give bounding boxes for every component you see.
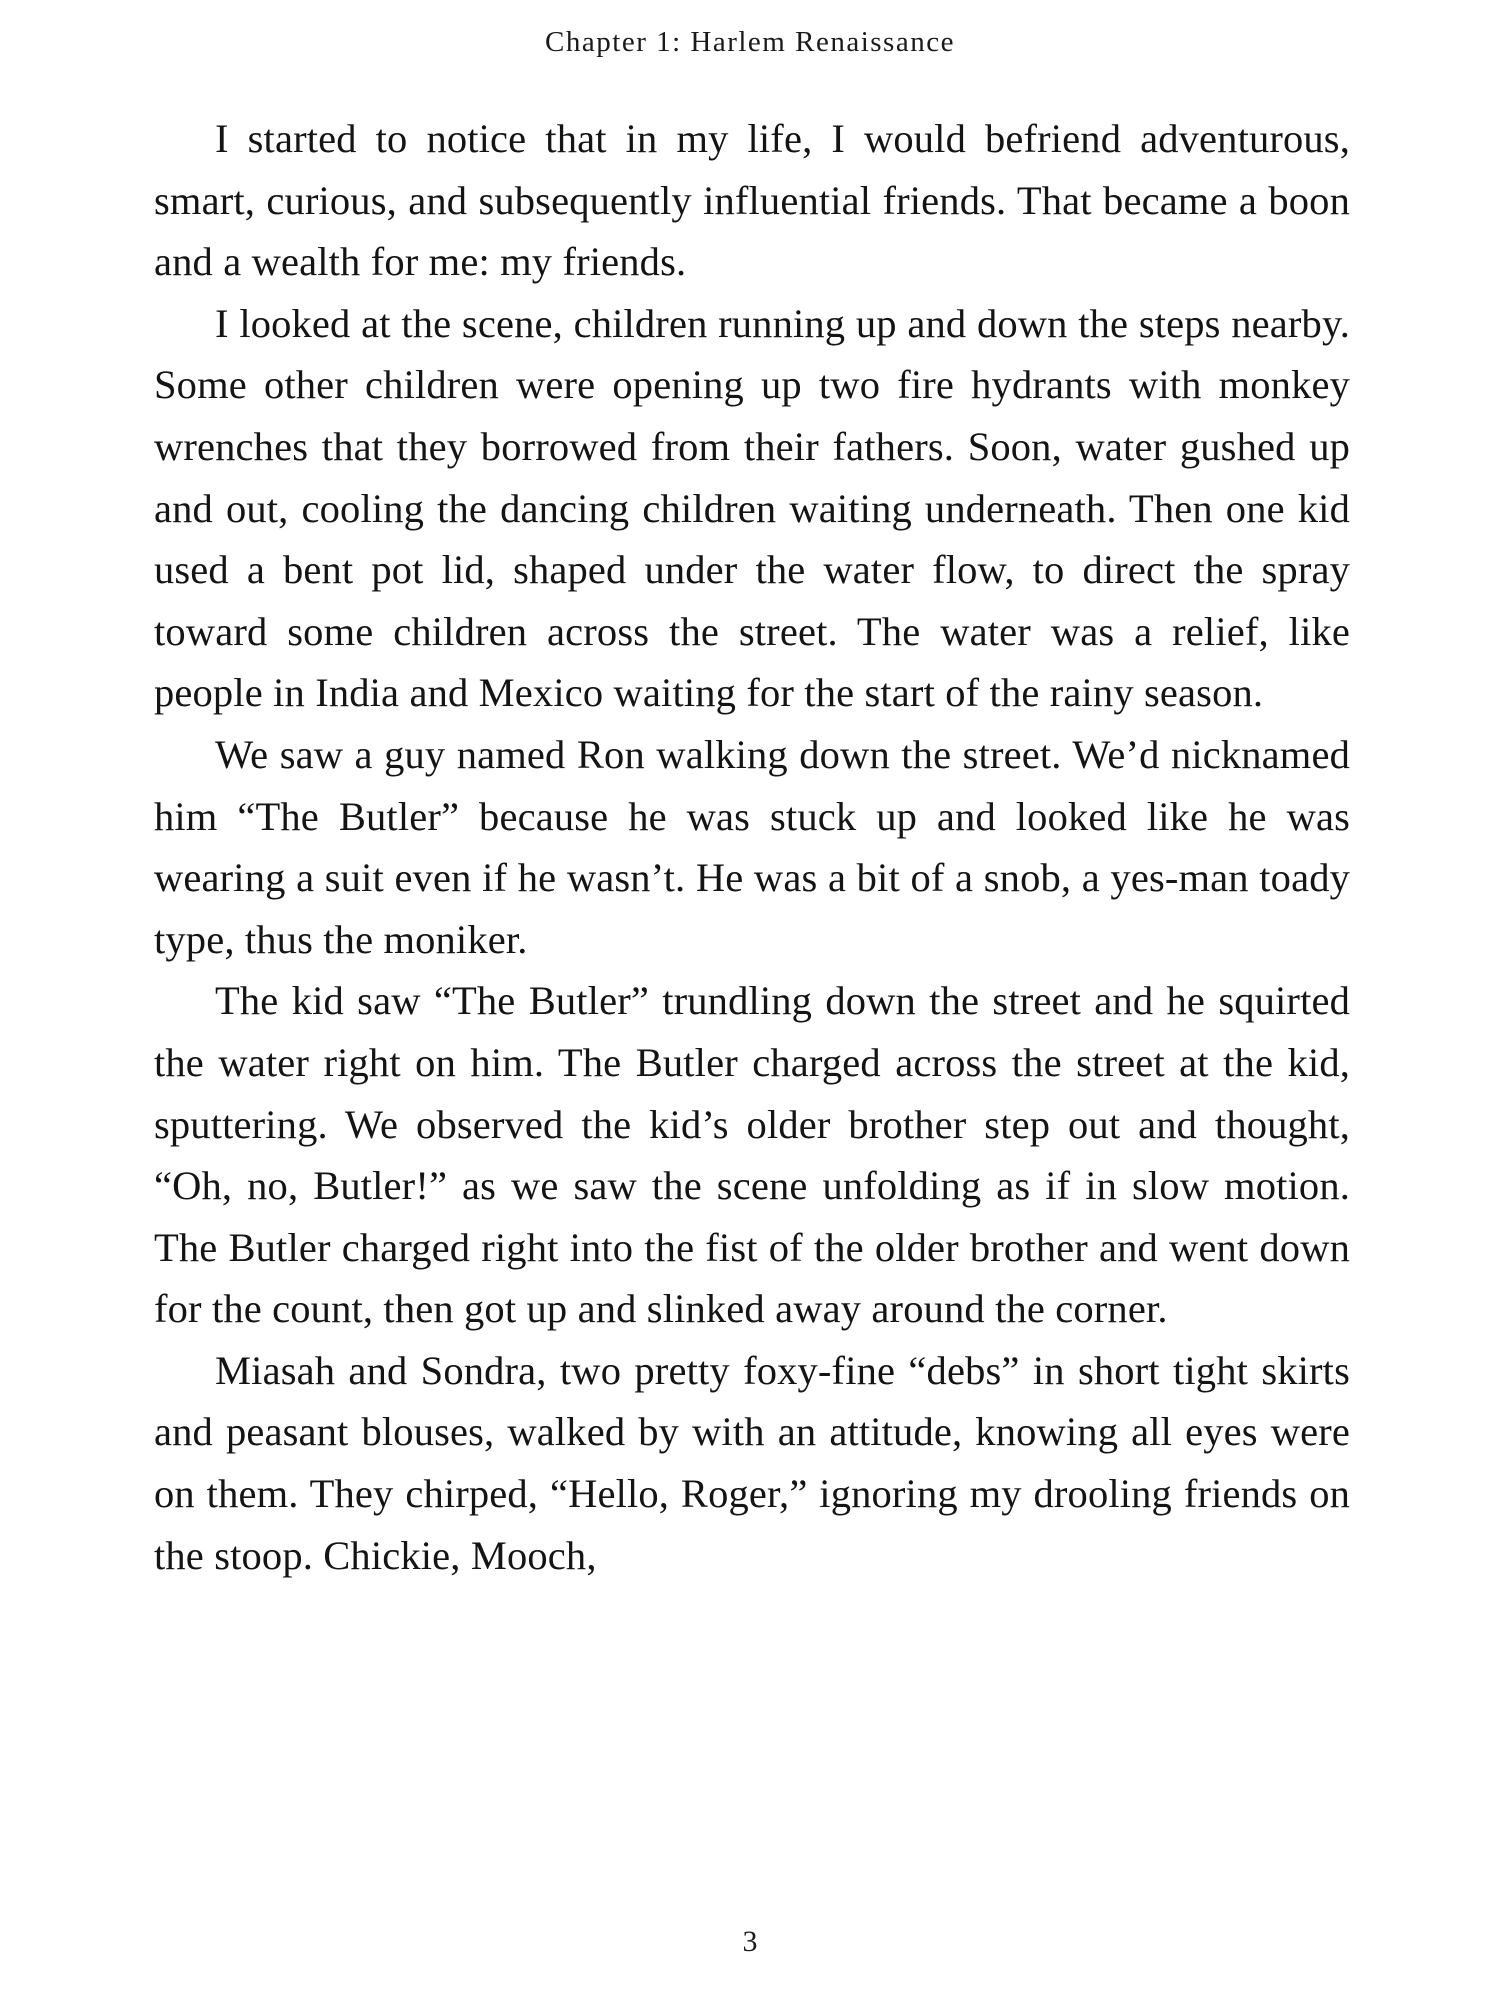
paragraph: Miasah and Sondra, two pretty foxy-fine “debs” in short tight skirts and peasant blouses, walked by with an attitude, knowing all eyes were on them. They chirped, “Hello, Roger,” ignoring my drooling friends on the stoop. Chickie, Mooch, bbox=[154, 1347, 1350, 1578]
paragraph: I started to notice that in my life, I would befriend adventurous, smart, curious, and subsequently influential friends. That became a boon and a wealth for me: my friends. bbox=[154, 116, 1350, 285]
page-number: 3 bbox=[742, 1925, 758, 1958]
paragraph: We saw a guy named Ron walking down the street. We’d nicknamed him “The Butler” because he was stuck up and looked like he was wearing a suit even if he wasn’t. He was a bit of a snob, a yes-man toady type, thus the moniker. bbox=[154, 731, 1350, 962]
running-header: Chapter 1: Harlem Renaissance bbox=[545, 26, 955, 58]
paragraph: I looked at the scene, children running up and down the steps nearby. Some other children were opening up two fire hydrants with monkey wrenches that they borrowed from their fathers. Soon, water gushed up and out, cooling the dancing children waiting underneath. Then one kid used a bent pot lid, shaped under the water flow, to direct the spray toward some children across the street. The water was a relief, like people in India and Mexico waiting for the start of the rainy season. bbox=[154, 300, 1350, 716]
paragraph: The kid saw “The Butler” trundling down the street and he squirted the water right on him. The Butler charged across the street at the kid, sputtering. We observed the kid’s older brother step out and thought, “Oh, no, Butler!” as we saw the scene unfolding as if in slow motion. The Butler charged right into the fist of the older brother and went down for the count, then got up and slinked away around the corner. bbox=[154, 978, 1350, 1332]
body-text bbox=[154, 108, 1350, 1586]
